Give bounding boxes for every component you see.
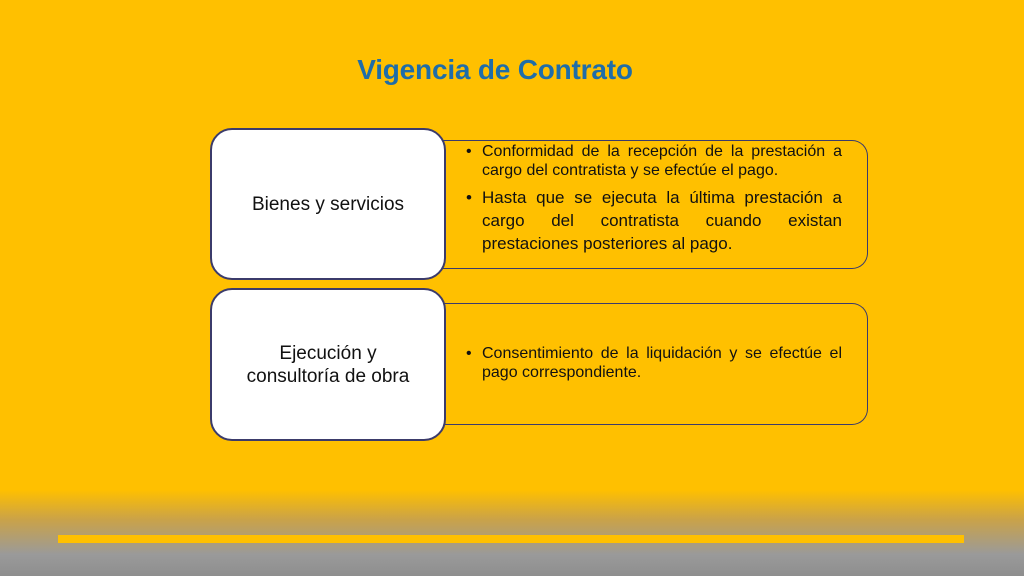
bullet-item: • Consentimiento de la liquidación y se efectúe el pago correspondiente. bbox=[466, 344, 842, 382]
label-box-bienes bbox=[210, 128, 446, 280]
bullet-list-ejecucion bbox=[466, 344, 842, 388]
label-box-ejecucion bbox=[210, 288, 446, 441]
slide-title: Vigencia de Contrato bbox=[357, 54, 633, 85]
bullet-item: • Hasta que se ejecuta la última prestación a cargo del contratista cuando existan prestaciones posteriores al pago. bbox=[466, 186, 842, 255]
label-bienes-y-servicios: Bienes y servicios bbox=[251, 193, 405, 215]
footer-shade bbox=[0, 490, 1024, 576]
bullet-item: • Conformidad de la recepción de la prestación a cargo del contratista y se efectúe el pago. bbox=[466, 142, 842, 180]
label-line-2: consultoría de obra bbox=[246, 365, 410, 387]
footer-bar bbox=[58, 535, 964, 543]
bullet-list-bienes bbox=[466, 142, 842, 255]
label-ejecucion-y-consultoria bbox=[247, 342, 410, 388]
label-line-1: Ejecución y bbox=[279, 342, 377, 364]
